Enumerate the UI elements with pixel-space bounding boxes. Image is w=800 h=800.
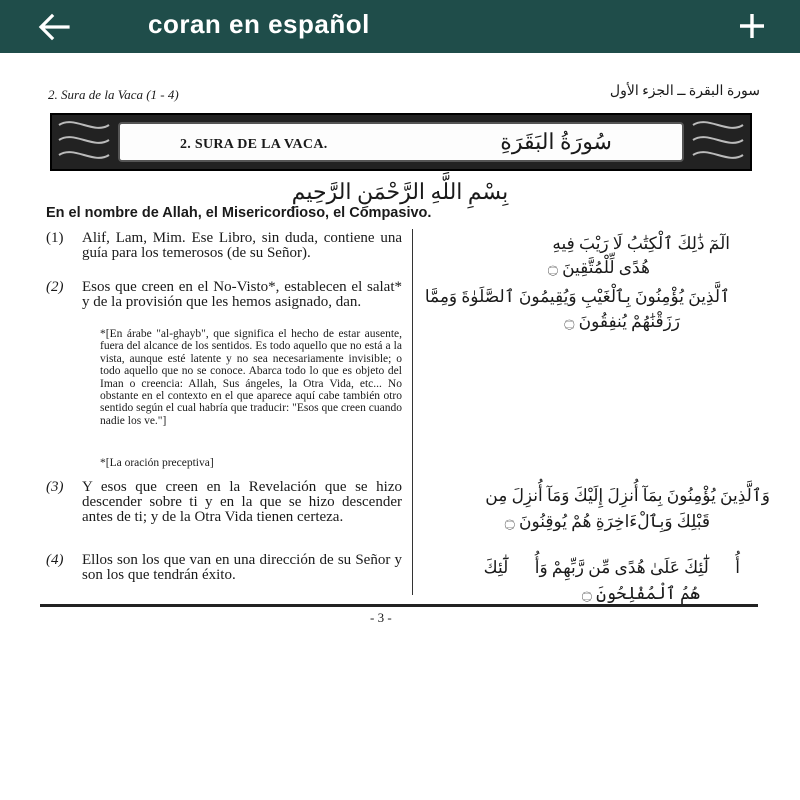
bottom-rule (40, 604, 758, 607)
verse-3 (46, 480, 402, 525)
arabic-verse-line: رَزَقْنَٰهُمْ يُنفِقُونَ ۝ (564, 312, 680, 331)
verse-number: (3) (46, 479, 64, 495)
arabic-verse-line: الٓمٓ ذَٰلِكَ ٱلْكِتَٰبُ لَا رَيْبَ فِيهِ (552, 234, 730, 253)
sura-title-ar: سُورَةُ البَقَرَةِ (500, 129, 612, 154)
verse-number: (4) (46, 552, 64, 568)
app-title: coran en español (148, 9, 370, 39)
plus-icon[interactable] (734, 8, 770, 44)
arabic-verse-line: هُدًى لِّلْمُتَّقِينَ ۝ (547, 258, 650, 277)
footnote-salat: *[La oración preceptiva] (100, 457, 214, 469)
quran-page[interactable] (0, 53, 800, 800)
arabic-verse-line: أُو۟لَٰٓئِكَ عَلَىٰ هُدًى مِّن رَّبِّهِمْ وَأُو۟لَٰٓئِكَ (483, 558, 740, 577)
footnote-ghayb: *[En árabe "al-ghayb", que significa el hecho de estar ausente, fuera del alcance de los sentidos. Es todo aquello que no está a la vista, aunque esté latente y no sea necesariamente invisible; o todo aquello que no se conoce. Abarca todo lo que es objeto del Iman o creencia: Allah, Sus ángeles, la Otra Vida, etc... No obstante en el contexto en el que aparece aquí cabe también otro sentido según el cual habría que traducir: "Esos que creen cuando nadie los ve."] (100, 328, 402, 427)
page-number: - 3 - (370, 610, 392, 625)
verse-text: Y esos que creen en la Revelación que se hizo descender sobre ti y en la que se hizo descender antes de ti; y de la Otra Vida tienen certeza. (82, 479, 402, 525)
app-bar (0, 0, 800, 53)
verse-text: Ellos son los que van en una dirección de su Señor y son los que tendrán éxito. (82, 552, 402, 583)
verse-text: Esos que creen en el No-Visto*, establecen el salat* y de la provisión que les hemos asignado, dan. (82, 279, 402, 310)
verse-2 (46, 280, 402, 310)
sura-banner (50, 113, 752, 171)
ornament-right (688, 115, 748, 165)
running-header-right: سورة البقرة ــ الجزء الأول (609, 84, 760, 99)
arrow-left-icon[interactable] (34, 9, 74, 45)
arabic-verse-line: قَبْلِكَ وَبِٱلْءَاخِرَةِ هُمْ يُوقِنُونَ ۝ (504, 512, 710, 531)
verse-text: Alif, Lam, Mim. Ese Libro, sin duda, contiene una guía para los temerosos (de su Señor). (82, 230, 402, 261)
column-divider (412, 229, 413, 595)
invocation: En el nombre de Allah, el Misericordioso, el Compasivo. (46, 205, 432, 221)
arabic-verse-line: ٱلَّذِينَ يُؤْمِنُونَ بِٱلْغَيْبِ وَيُقِيمُونَ ٱلصَّلَوٰةَ وَمِمَّا (424, 287, 730, 306)
arabic-verse-line: هُمُ ٱلْمُفْلِحُونَ ۝ (581, 584, 700, 603)
arabic-verse-line: وَٱلَّذِينَ يُؤْمِنُونَ بِمَآ أُنزِلَ إِلَيْكَ وَمَآ أُنزِلَ مِن (485, 486, 770, 505)
banner-panel (118, 122, 684, 162)
running-header-left: 2. Sura de la Vaca (1 - 4) (48, 87, 179, 102)
sura-title-en: 2. SURA DE LA VACA. (180, 137, 328, 152)
verse-1 (46, 231, 402, 261)
verse-number: (1) (46, 230, 64, 246)
verse-4 (46, 553, 402, 583)
ornament-left (54, 115, 114, 165)
basmala: بِسْمِ اللَّهِ الرَّحْمَنِ الرَّحِيمِ (291, 179, 509, 204)
verse-number: (2) (46, 279, 64, 295)
